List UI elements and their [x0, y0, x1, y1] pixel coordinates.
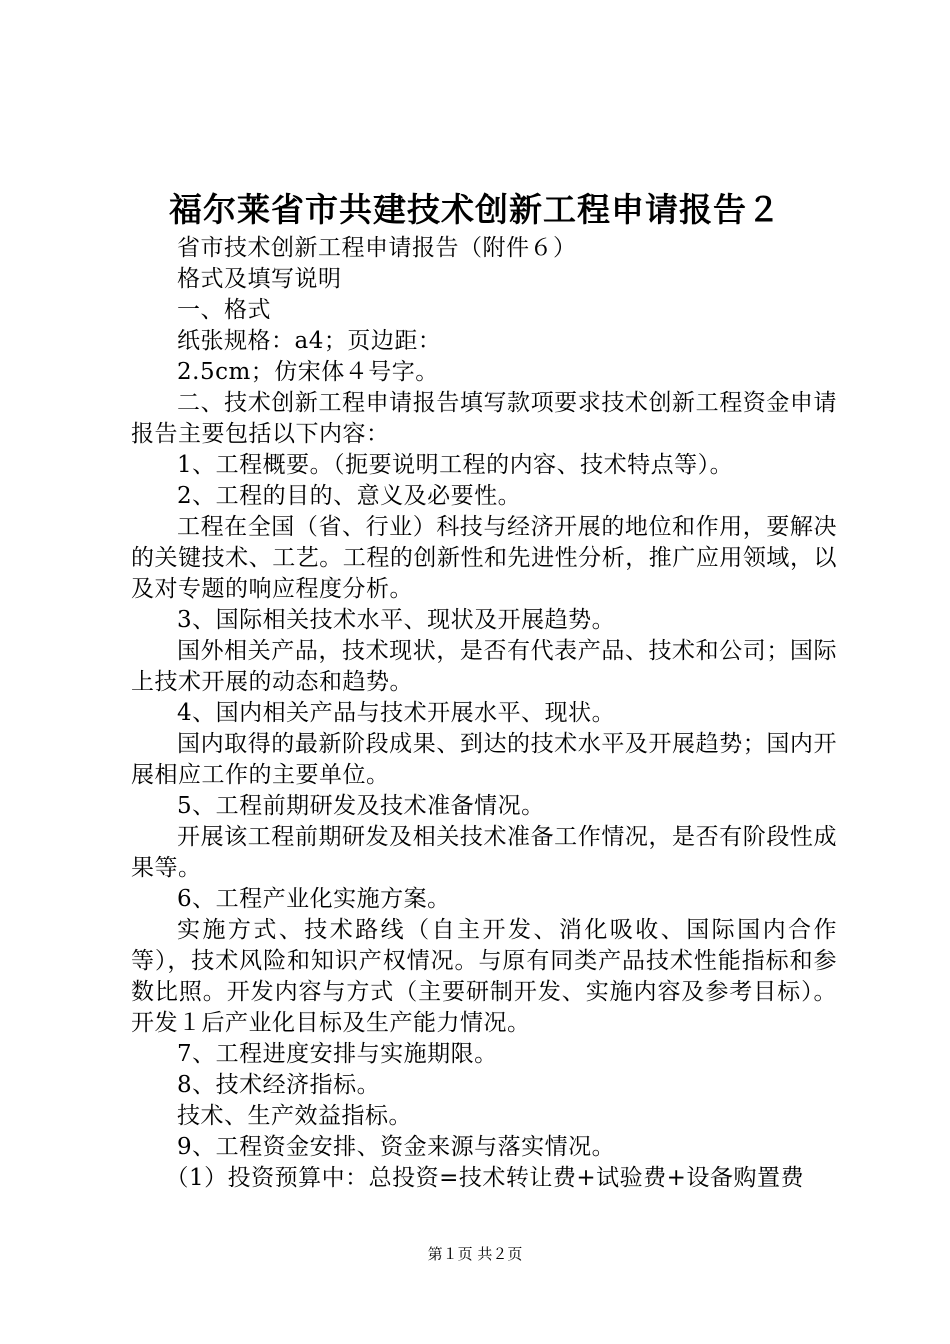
page-footer: 第１页 共２页	[427, 1245, 523, 1263]
paragraph: 4、国内相关产品与技术开展水平、现状。	[177, 700, 616, 726]
paragraph: 2、工程的目的、意义及必要性。	[177, 483, 522, 509]
paragraph: 国外相关产品，技术现状，是否有代表产品、技术和公司；国际上技术开展的动态和趋势。	[131, 638, 837, 695]
paragraph: 1、工程概要。（扼要说明工程的内容、技术特点等）。	[177, 452, 734, 478]
paragraph: 省市技术创新工程申请报告（附件６）	[177, 235, 577, 261]
paragraph: 国内取得的最新阶段成果、到达的技术水平及开展趋势；国内开展相应工作的主要单位。	[131, 731, 837, 788]
paragraph: （1）投资预算中：总投资=技术转让费+试验费+设备购置费	[165, 1165, 804, 1191]
paragraph: 格式及填写说明	[177, 266, 342, 292]
paragraph: 8、技术经济指标。	[177, 1072, 381, 1098]
paragraph: 一、格式	[177, 297, 271, 323]
document-body	[131, 233, 837, 1194]
paragraph: 技术、生产效益指标。	[177, 1103, 412, 1129]
paragraph: 纸张规格：a4；页边距：	[177, 328, 442, 354]
paragraph: 实施方式、技术路线（自主开发、消化吸收、国际国内合作等），技术风险和知识产权情况。与原有同类产品技术性能指标和参数比照。开发内容与方式（主要研制开发、实施内容及参考目标）。开发１后产业化目标及生产能力情况。	[131, 917, 837, 1036]
paragraph: 5、工程前期研发及技术准备情况。	[177, 793, 545, 819]
paragraph: 7、工程进度安排与实施期限。	[177, 1041, 498, 1067]
document-title: 福尔莱省市共建技术创新工程申请报告２	[169, 190, 781, 229]
paragraph: 9、工程资金安排、资金来源与落实情况。	[177, 1134, 616, 1160]
paragraph: 二、技术创新工程申请报告填写款项要求技术创新工程资金申请报告主要包括以下内容：	[131, 390, 837, 447]
paragraph: 开展该工程前期研发及相关技术准备工作情况，是否有阶段性成果等。	[131, 824, 837, 881]
paragraph: 工程在全国（省、行业）科技与经济开展的地位和作用，要解决的关键技术、工艺。工程的创新性和先进性分析，推广应用领域，以及对专题的响应程度分析。	[131, 514, 837, 602]
paragraph: 3、国际相关技术水平、现状及开展趋势。	[177, 607, 616, 633]
paragraph: 6、工程产业化实施方案。	[177, 886, 451, 912]
paragraph: 2.5cm；仿宋体４号字。	[177, 359, 439, 385]
